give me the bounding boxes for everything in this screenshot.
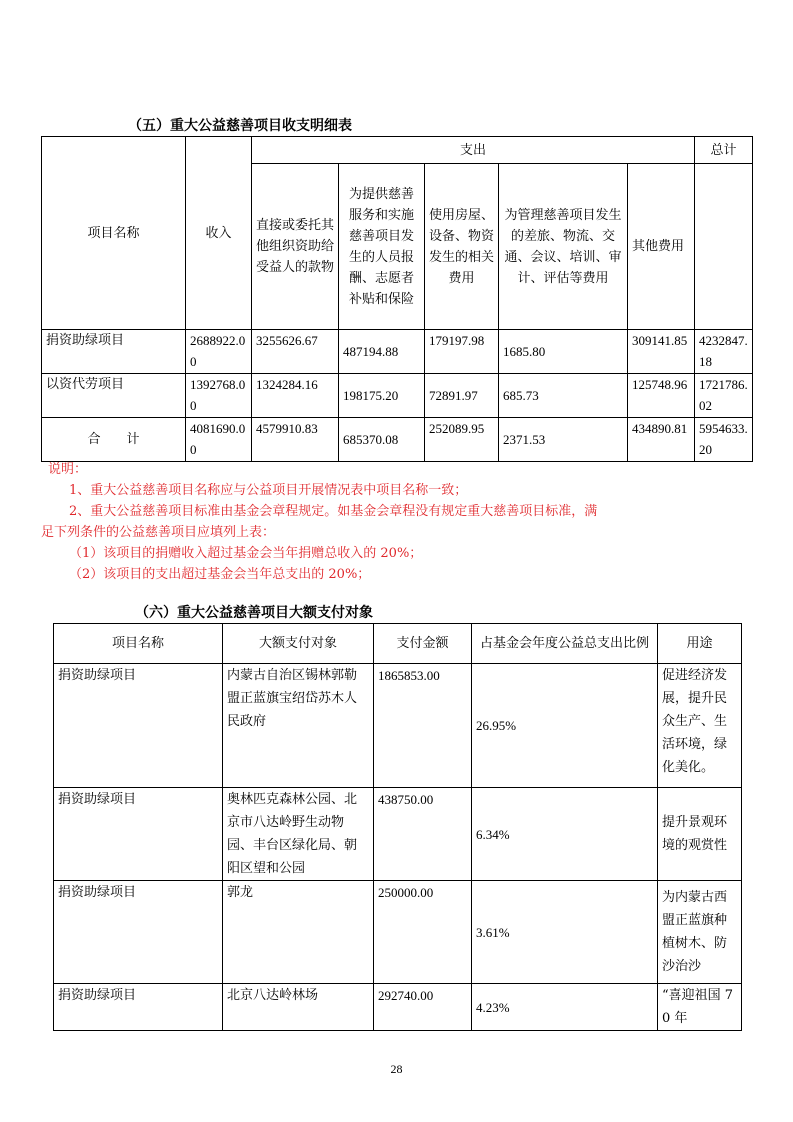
header-income: 收入 xyxy=(186,137,252,330)
row-name: 捐资助绿项目 xyxy=(54,788,223,881)
row-name: 以资代劳项目 xyxy=(42,374,186,418)
header-other: 其他费用 xyxy=(628,164,695,330)
section6-title: （六）重大公益慈善项目大额支付对象 xyxy=(135,605,373,621)
table-row xyxy=(54,881,742,984)
row-ratio: 6.34% xyxy=(472,788,658,881)
row-personnel: 487194.88 xyxy=(339,330,425,374)
section5-title: （五）重大公益慈善项目收支明细表 xyxy=(128,118,352,134)
row-payee: 内蒙古自治区锡林郭勒盟正蓝旗宝绍岱苏木人民政府 xyxy=(223,664,374,788)
table-row xyxy=(54,788,742,881)
row-management: 685.73 xyxy=(499,374,628,418)
notes-heading: 说明： xyxy=(48,462,88,477)
notes-line: 足下列条件的公益慈善项目应填列上表： xyxy=(41,525,276,540)
row-income: 4081690.00 xyxy=(186,418,252,462)
row-purpose: 提升景观环境的观赏性 xyxy=(658,788,742,881)
row-ratio: 4.23% xyxy=(472,984,658,1031)
header-project-name: 项目名称 xyxy=(42,137,186,330)
row-ratio: 26.95% xyxy=(472,664,658,788)
row-payee: 奥林匹克森林公园、北京市八达岭野生动物园、丰台区绿化局、朝阳区望和公园 xyxy=(223,788,374,881)
row-facility: 72891.97 xyxy=(425,374,499,418)
large-payment-table xyxy=(53,623,742,1031)
row-name: 捐资助绿项目 xyxy=(54,984,223,1031)
header-total: 总计 xyxy=(695,137,753,164)
row-total: 1721786.02 xyxy=(695,374,753,418)
header-management: 为管理慈善项目发生的差旅、物流、交通、会议、培训、审计、评估等费用 xyxy=(499,164,628,330)
notes-line: 1、重大公益慈善项目名称应与公益项目开展情况表中项目名称一致； xyxy=(69,483,468,498)
row-management: 1685.80 xyxy=(499,330,628,374)
row-ratio: 3.61% xyxy=(472,881,658,984)
row-facility: 252089.95 xyxy=(425,418,499,462)
header-purpose: 用途 xyxy=(658,624,742,664)
row-other: 309141.85 xyxy=(628,330,695,374)
page-number: 28 xyxy=(390,1062,403,1076)
table-row-total xyxy=(42,418,753,462)
row-direct: 4579910.83 xyxy=(252,418,339,462)
header-expense: 支出 xyxy=(252,137,695,164)
header-project-name: 项目名称 xyxy=(54,624,223,664)
header-amount: 支付金额 xyxy=(374,624,472,664)
header-total-blank xyxy=(695,164,753,330)
notes-line: （1）该项目的捐赠收入超过基金会当年捐赠总收入的 20%； xyxy=(69,546,423,561)
charity-income-expense-table xyxy=(41,136,753,462)
table-row xyxy=(42,374,753,418)
row-payee: 郭龙 xyxy=(223,881,374,984)
table-row xyxy=(54,984,742,1031)
row-personnel: 198175.20 xyxy=(339,374,425,418)
row-other: 125748.96 xyxy=(628,374,695,418)
row-name: 捐资助绿项目 xyxy=(54,664,223,788)
header-payee: 大额支付对象 xyxy=(223,624,374,664)
row-total: 5954633.20 xyxy=(695,418,753,462)
row-direct: 1324284.16 xyxy=(252,374,339,418)
table-row xyxy=(42,330,753,374)
row-management: 2371.53 xyxy=(499,418,628,462)
table-row xyxy=(54,664,742,788)
header-ratio: 占基金会年度公益总支出比例 xyxy=(472,624,658,664)
row-income: 2688922.00 xyxy=(186,330,252,374)
row-other: 434890.81 xyxy=(628,418,695,462)
notes-line: 2、重大公益慈善项目标准由基金会章程规定。如基金会章程没有规定重大慈善项目标准，满 xyxy=(69,504,598,519)
row-facility: 179197.98 xyxy=(425,330,499,374)
row-amount: 250000.00 xyxy=(374,881,472,984)
header-facility: 使用房屋、设备、物资发生的相关费用 xyxy=(425,164,499,330)
row-direct: 3255626.67 xyxy=(252,330,339,374)
row-name: 合 计 xyxy=(42,418,186,462)
notes xyxy=(41,459,751,585)
row-payee: 北京八达岭林场 xyxy=(223,984,374,1031)
row-name: 捐资助绿项目 xyxy=(54,881,223,984)
row-amount: 1865853.00 xyxy=(374,664,472,788)
row-amount: 292740.00 xyxy=(374,984,472,1031)
row-income: 1392768.00 xyxy=(186,374,252,418)
row-purpose: 为内蒙古西盟正蓝旗种植树木、防沙治沙 xyxy=(658,881,742,984)
header-direct: 直接或委托其他组织资助给受益人的款物 xyxy=(252,164,339,330)
row-purpose: 促进经济发展，提升民众生产、生活环境，绿化美化。 xyxy=(658,664,742,788)
notes-line: （2）该项目的支出超过基金会当年总支出的 20%； xyxy=(69,567,371,582)
row-purpose: “喜迎祖国 70 年 xyxy=(658,984,742,1031)
row-personnel: 685370.08 xyxy=(339,418,425,462)
row-name: 捐资助绿项目 xyxy=(42,330,186,374)
row-amount: 438750.00 xyxy=(374,788,472,881)
header-personnel: 为提供慈善服务和实施慈善项目发生的人员报酬、志愿者补贴和保险 xyxy=(339,164,425,330)
row-total: 4232847.18 xyxy=(695,330,753,374)
